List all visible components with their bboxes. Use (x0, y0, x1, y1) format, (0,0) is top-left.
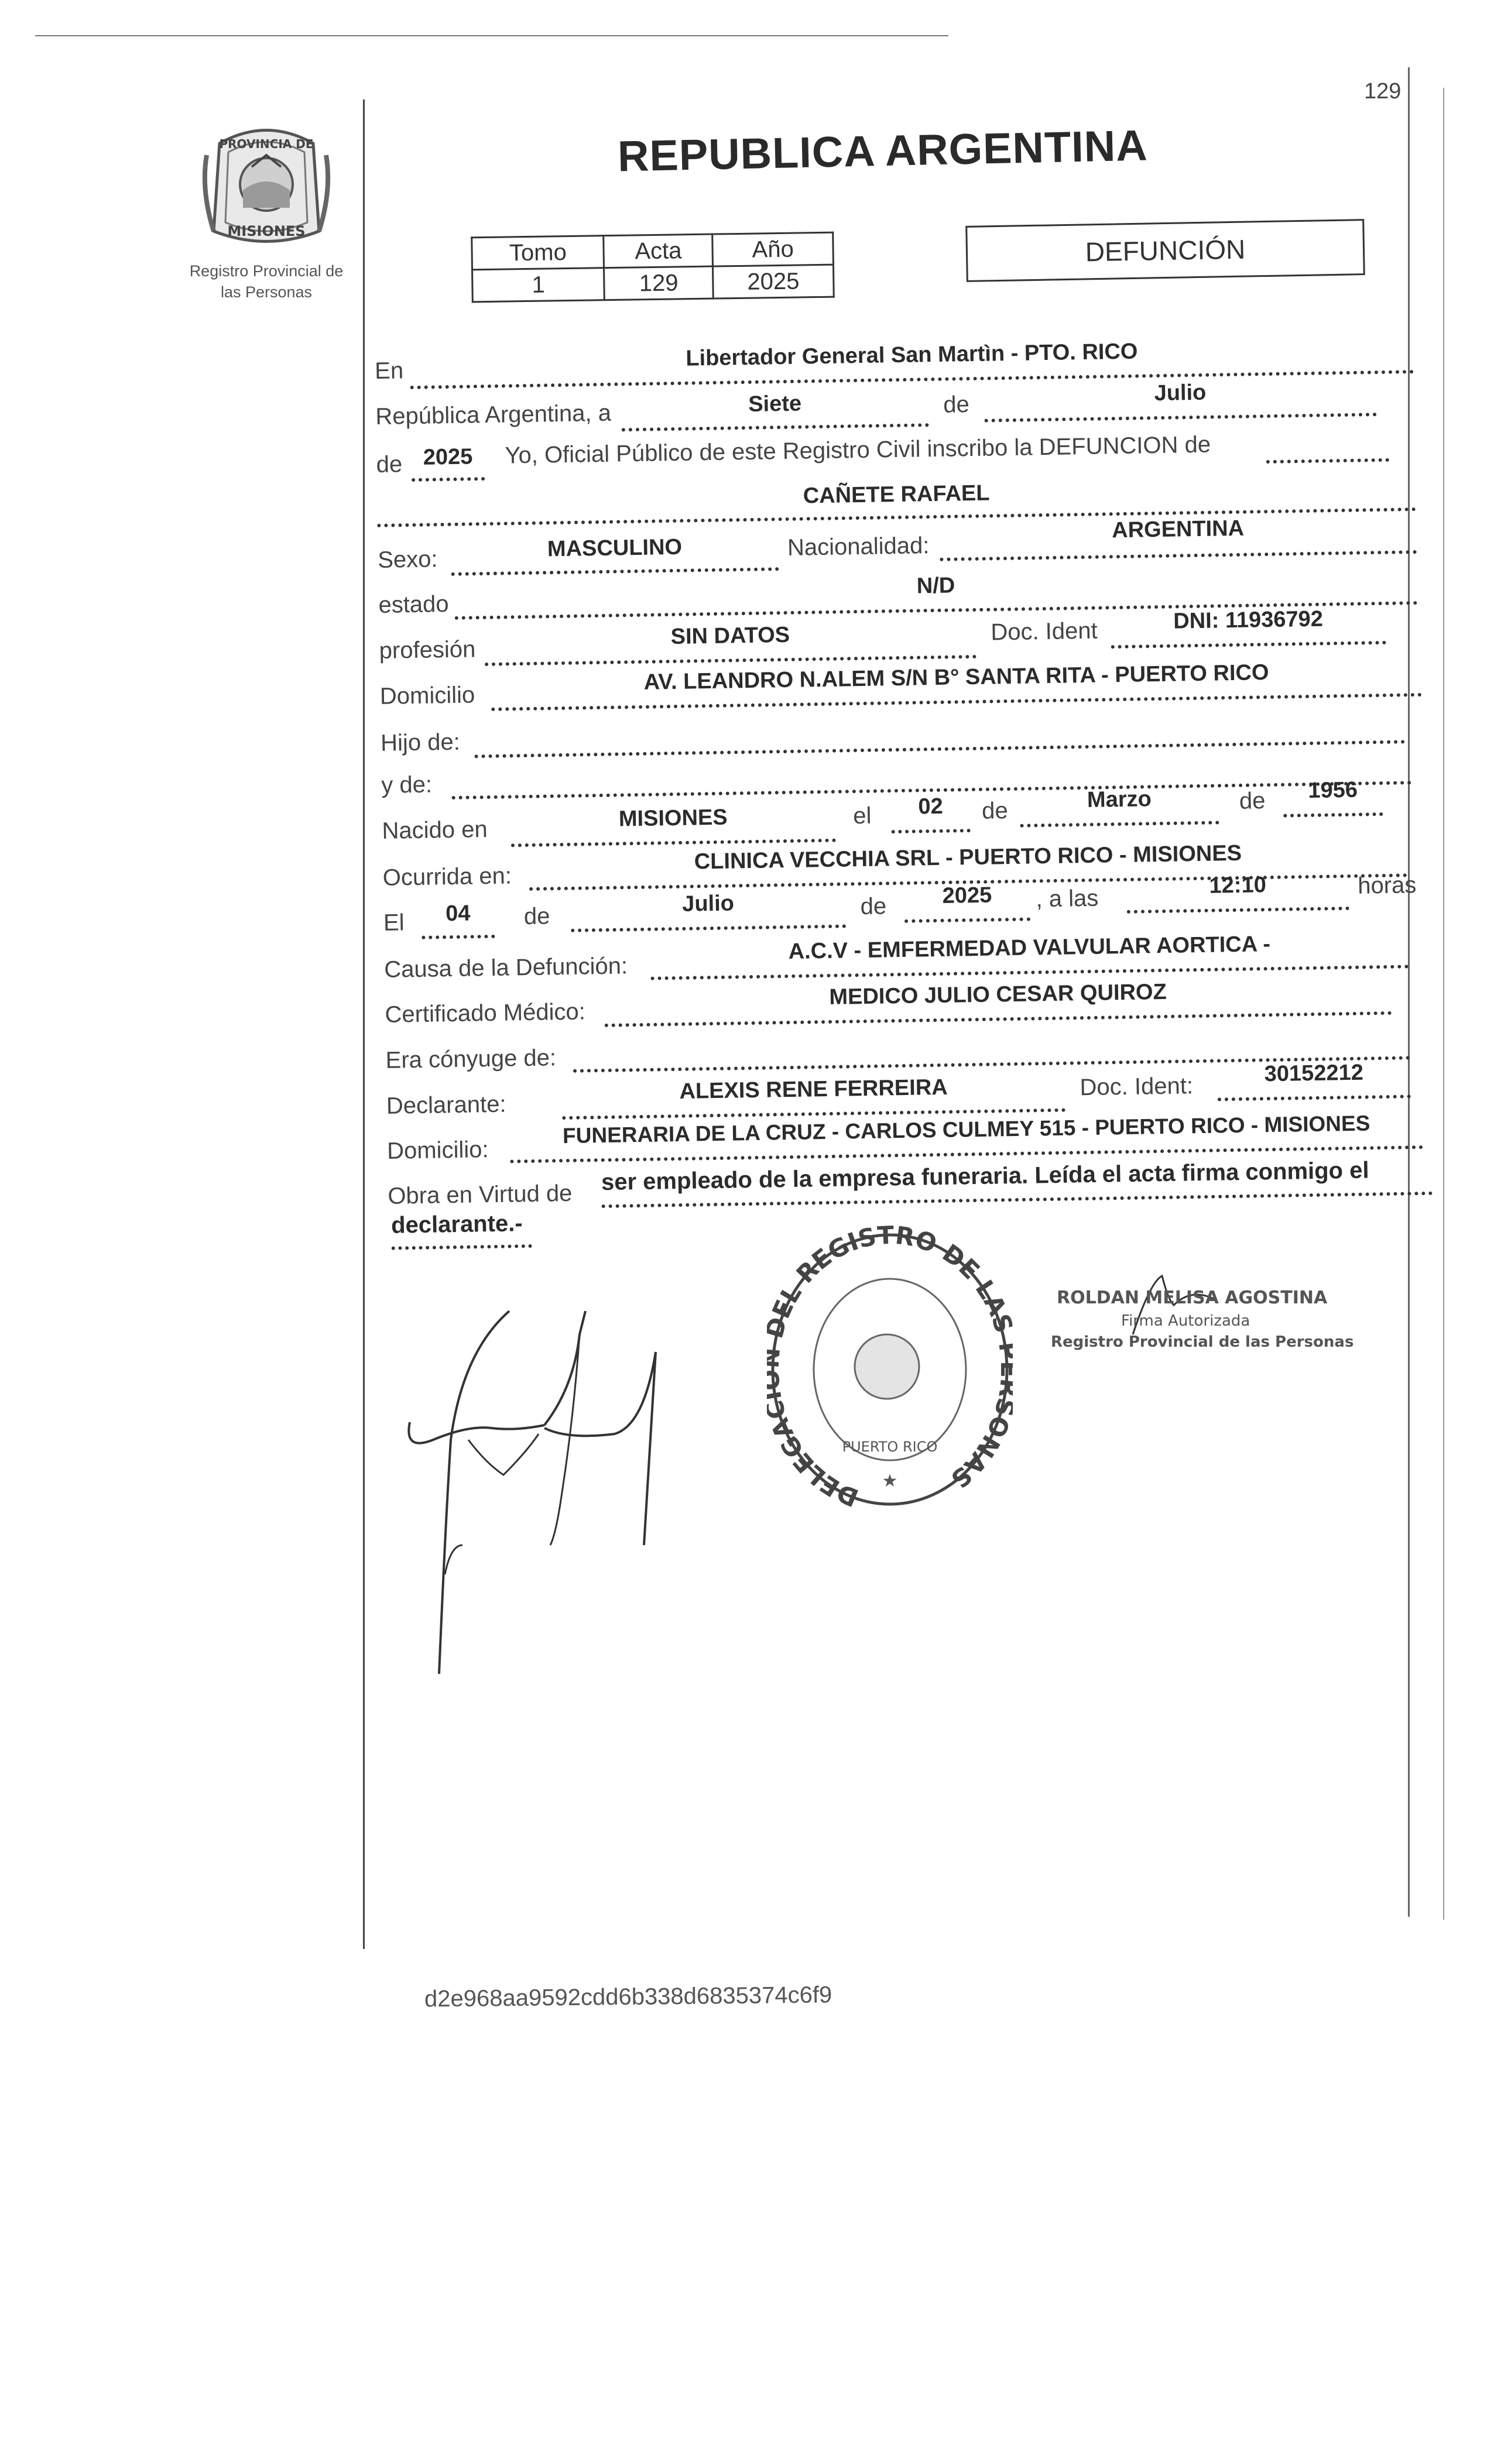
label-hijo-de: Hijo de: (380, 729, 461, 756)
label-republica: República Argentina, a (375, 400, 612, 430)
line-birth-place (511, 839, 836, 847)
value-birth-day: 02 (918, 794, 943, 819)
value-declarant-doc: 30152212 (1264, 1060, 1364, 1087)
official-name: ROLDAN MELISA AGOSTINA (1057, 1288, 1328, 1308)
tomo-header: Tomo (472, 236, 604, 270)
label-de-3: de (981, 798, 1008, 824)
value-sex: MASCULINO (547, 534, 683, 562)
label-y-de: y de: (381, 771, 433, 798)
label-doc-ident-2: Doc. Ident: (1080, 1073, 1194, 1101)
line-sex (451, 567, 779, 576)
value-day-words: Siete (748, 391, 802, 417)
value-civil-status: N/D (916, 573, 955, 599)
value-birth-place: MISIONES (618, 805, 728, 832)
seal-bottom-text: MISIONES (227, 223, 306, 239)
value-declarant: ALEXIS RENE FERREIRA (679, 1075, 948, 1104)
label-certificado: Certificado Médico: (385, 998, 586, 1028)
anio-header: Año (712, 232, 834, 266)
value-address: AV. LEANDRO N.ALEM S/N B° SANTA RITA - PUERTO RICO (643, 660, 1269, 695)
line-doctor (605, 1011, 1392, 1027)
line-nationality (940, 550, 1417, 561)
acta-value: 129 (604, 266, 713, 300)
issuer-name-line2: las Personas (220, 283, 313, 301)
line-birth-year (1283, 812, 1383, 818)
label-nacido-en: Nacido en (382, 816, 488, 844)
line-death-day (422, 935, 495, 939)
label-el: el (852, 802, 872, 829)
stamp-ring-text: DELEGA EL REGISTRO DE LA ONAS (767, 1220, 1013, 1513)
stamp-inner-text: PUERTO RICO (842, 1439, 938, 1455)
value-deceased-name: CAÑETE RAFAEL (803, 481, 990, 509)
value-nationality: ARGENTINA (1111, 516, 1245, 543)
value-virtue-line2: declarante.- (390, 1210, 523, 1238)
line-address (491, 693, 1422, 711)
value-death-month: Julio (681, 891, 735, 917)
value-birth-month: Marzo (1087, 787, 1152, 812)
line-death-month (571, 924, 846, 932)
document-title: REPUBLICA ARGENTINA (617, 121, 1149, 181)
line-profession (485, 655, 976, 666)
label-profesion: profesión (379, 636, 476, 664)
line-day-words (622, 423, 929, 431)
line-birth-month (1020, 821, 1219, 827)
label-de-6: de (860, 893, 887, 920)
label-de-2: de (376, 451, 403, 478)
value-dni: DNI: 11936792 (1173, 606, 1324, 634)
line-year (412, 477, 485, 482)
value-death-day: 04 (445, 901, 471, 926)
line-month (985, 413, 1377, 423)
label-declarante: Declarante: (386, 1091, 506, 1119)
value-death-time: 12:10 (1209, 873, 1267, 898)
label-ocurrida-en: Ocurrida en: (382, 863, 512, 891)
label-estado: estado (378, 591, 449, 618)
line-death-year (904, 918, 1030, 923)
stamp-star: ★ (882, 1471, 898, 1491)
acta-header: Acta (604, 234, 712, 268)
label-sexo: Sexo: (377, 546, 438, 573)
label-a-las: , a las (1036, 885, 1099, 912)
official-agency: Registro Provincial de las Personas (1051, 1333, 1354, 1351)
official-role: Firma Autorizada (1121, 1312, 1250, 1330)
label-de-4: de (1239, 788, 1266, 814)
anio-value: 2025 (713, 265, 834, 298)
label-domicilio: Domicilio (379, 682, 475, 709)
official-stamp-block (1051, 1264, 1367, 1364)
line-father (475, 740, 1406, 758)
line-virtue-2 (392, 1244, 532, 1250)
label-nacionalidad: Nacionalidad: (787, 533, 930, 561)
value-year: 2025 (423, 444, 473, 470)
value-doctor: MEDICO JULIO CESAR QUIROZ (829, 979, 1167, 1010)
value-cause: A.C.V - EMFERMEDAD VALVULAR AORTICA - (788, 932, 1271, 965)
official-round-stamp (767, 1220, 1013, 1525)
line-dni (1111, 641, 1386, 648)
label-yo-oficial: Yo, Oficial Público de este Registro Civil inscribo la DEFUNCION de (505, 431, 1211, 469)
page-number: 129 (1364, 79, 1402, 104)
seal-top-text: PROVINCIA DE (219, 137, 314, 151)
label-conyuge: Era cónyuge de: (385, 1045, 557, 1073)
value-virtue-line1: ser empleado de la empresa funeraria. Leída el acta firma conmigo el (601, 1157, 1369, 1196)
label-de-1: de (943, 392, 970, 418)
value-birth-year: 1956 (1308, 777, 1358, 804)
line-birth-day (892, 829, 971, 833)
line-declarant-doc (1218, 1094, 1411, 1101)
label-en: En (374, 358, 404, 384)
value-place: Libertador General San Martìn - PTO. RICO (686, 339, 1138, 371)
label-doc-ident: Doc. Ident (991, 617, 1098, 646)
issuer-name-line1: Registro Provincial de (189, 262, 344, 280)
value-month: Julio (1154, 380, 1207, 406)
line-name-start (1266, 458, 1389, 464)
value-declarant-address: FUNERARIA DE LA CRUZ - CARLOS CULMEY 515 - PUERTO RICO - MISIONES (562, 1111, 1370, 1148)
value-death-place: CLINICA VECCHIA SRL - PUERTO RICO - MISIONES (694, 840, 1242, 874)
label-causa: Causa de la Defunción: (383, 953, 628, 983)
declarant-signature (398, 1299, 726, 1697)
label-de-5: de (523, 903, 550, 930)
value-death-year: 2025 (942, 883, 992, 908)
tomo-value: 1 (472, 268, 605, 302)
label-el-cap: El (383, 910, 405, 936)
document-hash: d2e968aa9592cdd6b338d6835374c6f9 (424, 1982, 832, 2012)
act-type-box: DEFUNCIÓN (965, 219, 1365, 282)
label-horas: horas (1357, 872, 1417, 899)
line-virtue-1 (602, 1192, 1433, 1208)
label-domicilio-2: Domicilio: (386, 1137, 489, 1164)
label-obra-en-virtud: Obra en Virtud de (388, 1180, 573, 1209)
line-death-time (1127, 907, 1349, 914)
value-profession: SIN DATOS (670, 622, 790, 650)
